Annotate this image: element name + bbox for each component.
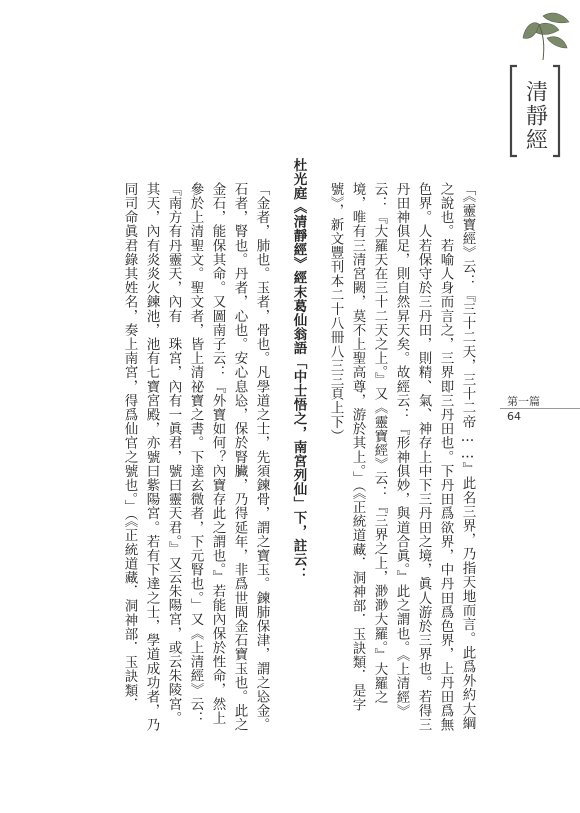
text-column: 之說也。若喻人身而言之，三界即三丹田也。下丹田爲欲界，中丹田爲色界，上丹田爲無 bbox=[437, 182, 454, 732]
text-column: 色界。人若保守於三丹田，則精、氣、神存上中下三丹田之境，眞人游於三界也。若得三 bbox=[415, 182, 432, 732]
text-column: 云：『大羅天在三十二天之上。』又《靈寶經》云：『三界之上，渺渺大羅。』大羅之 bbox=[371, 182, 388, 705]
text-column: 『南方有丹靈天，內有 珠宮，內有一眞君，號曰靈天君。』又云朱陽宮，或云朱陵宮。 bbox=[165, 182, 182, 726]
section-label: 第一篇 bbox=[507, 395, 540, 408]
text-column: 「金者，肺也。玉者，骨也。凡學道之士，先須鍊骨，謂之寶玉。鍊肺保津，謂之㤀金。 bbox=[253, 182, 270, 732]
text-column: 同司命眞君錄其姓名，奏上南宮，得爲仙官之號也。」（《正統道藏．洞神部．玉訣類． bbox=[121, 182, 138, 712]
text-column: 「《靈寶經》云：『三十二天，三十二帝……』此名三界，乃指天地而言。此爲外約大綱 bbox=[459, 182, 476, 731]
book-title-badge bbox=[503, 8, 575, 158]
text-column: 其天，內有炎炎火鍊池，池有七寶宮殿，亦號曰紫陽宮。若有下達之士，學道成功者，乃 bbox=[143, 182, 160, 732]
text-column: 參於上清聖文。聖文者，皆上清祕寶之書。下達玄微者，下元腎也。」又《上清經》云： bbox=[187, 182, 204, 726]
page-number: 64 bbox=[507, 410, 521, 423]
text-column: 境，唯有三清宮闕，莫不上聖高尊，游於其上。」（《正統道藏．洞神部．玉訣類．是字 bbox=[349, 182, 366, 712]
text-column: 號》，新文豐刊本二十八冊八三三頁上下） bbox=[327, 182, 344, 444]
section-heading-column: 杜光庭《清靜經》經末葛仙翁語「中士悟之，南宮列仙」下，註云： bbox=[290, 158, 307, 581]
text-column: 金石，能保其命。又圖南子云：『外寶如何？內寶存此之謂也。』若能內保於性命，然上 bbox=[209, 182, 226, 726]
text-column: 石者，腎也。丹者，心也。安心息㤀，保於腎臟，乃得延年，非爲世間金石寶玉也。此之 bbox=[231, 182, 248, 732]
book-title: 清靜經 bbox=[522, 80, 548, 152]
leaf-decoration-icon bbox=[523, 13, 569, 60]
text-column: 丹田神俱足，則自然昇天矣。故經云：『形神俱妙，與道合眞。』此之謂也。《上清經》 bbox=[393, 182, 410, 719]
